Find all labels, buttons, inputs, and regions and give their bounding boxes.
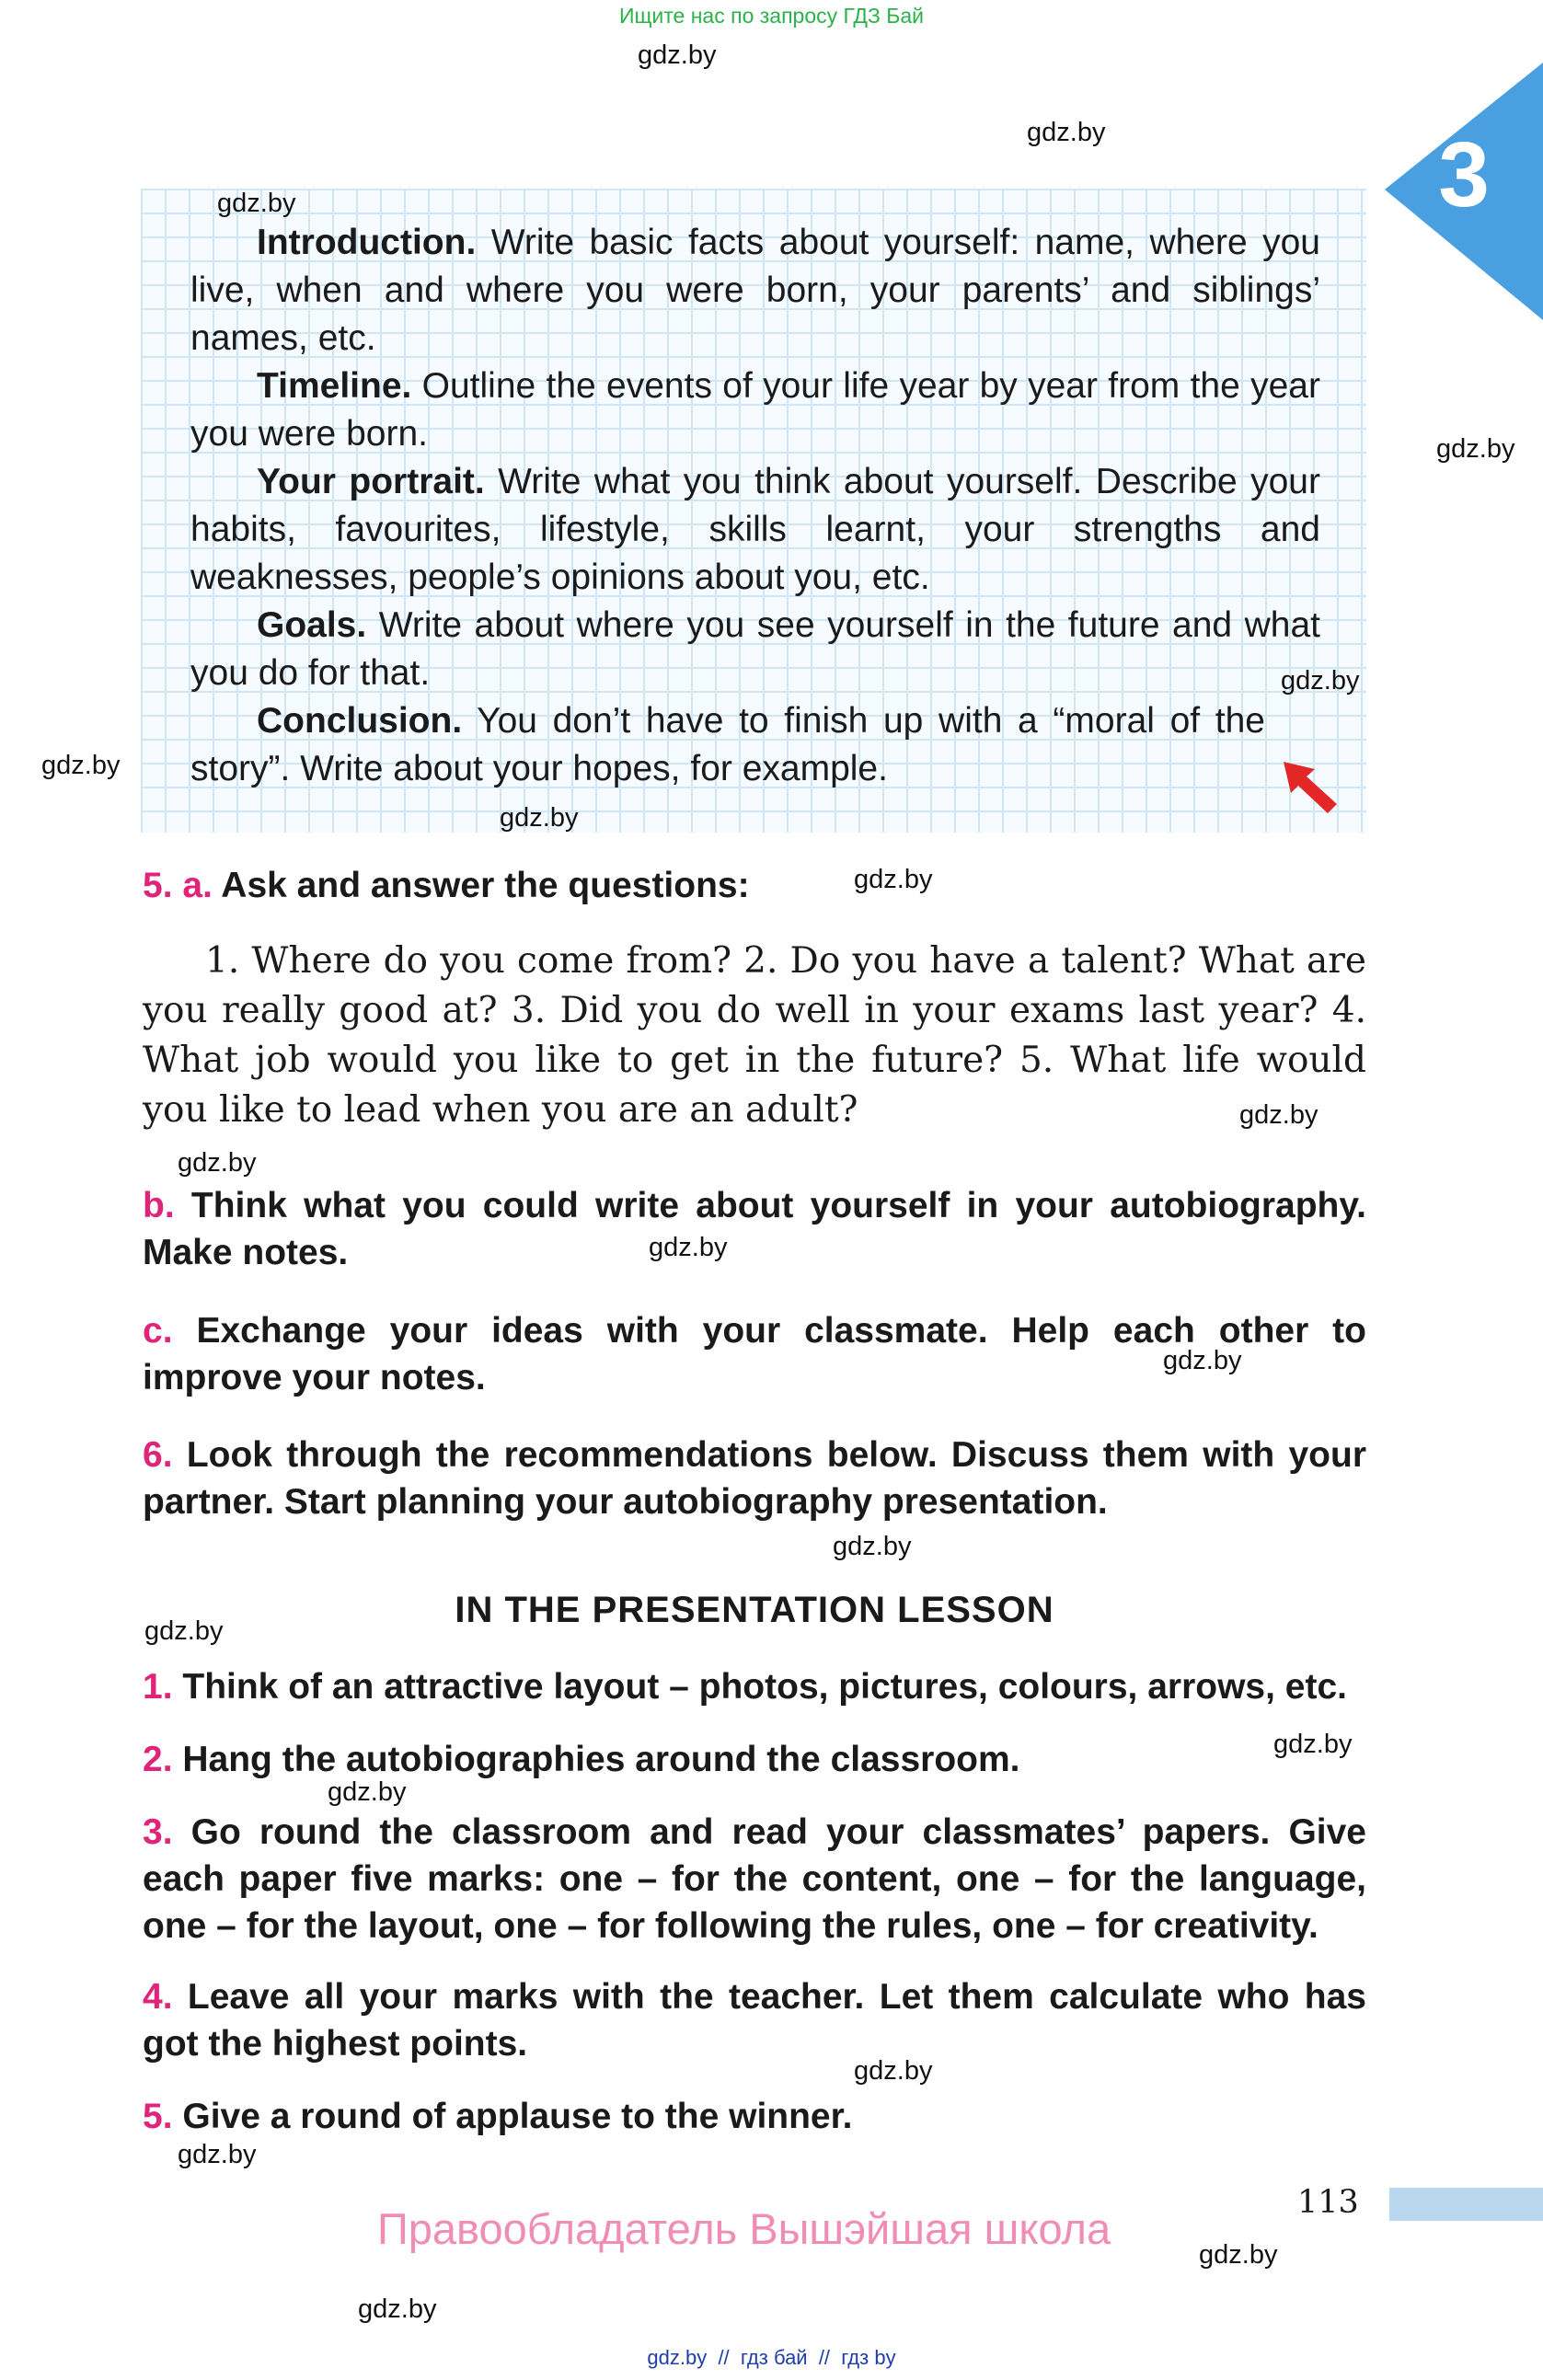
item-text: Go round the classroom and read your classmates’ papers. Give each paper five marks: one – for the content, one – for the language, one – for the layout, one – for following the rules, one – for creativity. xyxy=(143,1812,1366,1946)
task-5a xyxy=(143,862,1366,909)
plan-head: Conclusion. xyxy=(257,701,463,741)
watermark: gdz.by xyxy=(854,865,933,894)
item-text: Hang the autobiographies around the classroom. xyxy=(182,1740,1020,1779)
item-text: Leave all your marks with the teacher. Let them calculate who has got the highest points. xyxy=(143,1977,1366,2064)
plan-introduction xyxy=(190,219,1320,362)
item-number: 1. xyxy=(143,1667,173,1707)
watermark: gdz.by xyxy=(1273,1730,1353,1759)
watermark: gdz.by xyxy=(854,2056,933,2086)
plan-timeline xyxy=(190,362,1320,458)
task-text: Look through the recommendations below. Discuss them with your partner. Start planning your autobiography presentation. xyxy=(143,1435,1366,1522)
task-letter: b. xyxy=(143,1186,175,1225)
presentation-item xyxy=(143,2093,1366,2140)
task-letter: c. xyxy=(143,1311,173,1351)
watermark: gdz.by xyxy=(328,1777,407,1807)
plan-head: Timeline. xyxy=(257,366,412,406)
item-number: 4. xyxy=(143,1977,173,2017)
copyright-holder: Правообладатель Вышэйшая школа xyxy=(377,2204,1111,2253)
watermark: gdz.by xyxy=(1436,434,1515,464)
chapter-number: 3 xyxy=(1438,123,1490,226)
plan-conclusion xyxy=(190,697,1320,793)
watermark: gdz.by xyxy=(1281,666,1360,696)
watermark: gdz.by xyxy=(1239,1100,1318,1130)
presentation-item xyxy=(143,1663,1366,1710)
plan-head: Goals. xyxy=(257,605,367,645)
red-arrow-icon xyxy=(1284,762,1339,815)
task-number: 6. xyxy=(143,1435,173,1475)
presentation-item xyxy=(143,1809,1366,1949)
item-number: 5. xyxy=(143,2097,173,2136)
footer-links: gdz.by // гдз бай // гдз by xyxy=(647,2346,896,2369)
plan-goals xyxy=(190,602,1320,697)
task-number: 5. xyxy=(143,866,173,905)
task-5-questions: 1. Where do you come from? 2. Do you have a talent? What are you really good at? 3. Did you do well in your exams last year? 4. What job would you like to get in the future? 5. What life would you like to lead when you are an adult? xyxy=(143,940,1366,1131)
plan-text: Write basic facts about yourself: name, where you live, when and where you were born, your parents’ and siblings’ names, etc. xyxy=(190,223,1320,358)
plan-head: Introduction. xyxy=(257,223,477,262)
watermark: gdz.by xyxy=(178,2140,257,2169)
item-text: Think of an attractive layout – photos, pictures, colours, arrows, etc. xyxy=(182,1667,1347,1707)
autobiography-plan xyxy=(190,219,1320,793)
watermark: gdz.by xyxy=(144,1616,224,1646)
watermark: gdz.by xyxy=(1199,2240,1278,2270)
task-text: Ask and answer the questions: xyxy=(221,866,750,905)
watermark: gdz.by xyxy=(1163,1346,1242,1375)
item-number: 3. xyxy=(143,1812,173,1852)
task-text: Think what you could write about yourself in your autobiography. Make notes. xyxy=(143,1186,1366,1272)
task-text: Exchange your ideas with your classmate. Help each other to improve your notes. xyxy=(143,1311,1366,1397)
page-number: 113 xyxy=(1297,2184,1359,2221)
task-5b xyxy=(143,1182,1366,1276)
watermark: gdz.by xyxy=(649,1233,728,1262)
watermark: gdz.by xyxy=(833,1532,912,1561)
watermark: gdz.by xyxy=(217,189,296,218)
plan-portrait xyxy=(190,458,1320,602)
page-bar xyxy=(1389,2188,1543,2221)
presentation-item xyxy=(143,1973,1366,2067)
plan-text: You don’t have to finish up with a “moral of the story”. Write about your hopes, for example. xyxy=(190,701,1265,788)
section-title: IN THE PRESENTATION LESSON xyxy=(455,1590,1054,1630)
task-6 xyxy=(143,1431,1366,1525)
plan-text: Write about where you see yourself in the future and what you do for that. xyxy=(190,605,1320,693)
watermark: gdz.by xyxy=(638,40,717,70)
item-text: Give a round of applause to the winner. xyxy=(182,2097,853,2136)
watermark: gdz.by xyxy=(358,2294,437,2324)
watermark: gdz.by xyxy=(41,751,121,780)
top-banner: Ищите нас по запросу ГДЗ Бай xyxy=(618,4,925,28)
presentation-item xyxy=(143,1736,1366,1783)
item-number: 2. xyxy=(143,1740,173,1779)
plan-head: Your portrait. xyxy=(257,462,485,501)
watermark: gdz.by xyxy=(178,1148,257,1178)
plan-text: Outline the events of your life year by year from the year you were born. xyxy=(190,366,1320,454)
task-letter: a. xyxy=(182,866,213,905)
watermark: gdz.by xyxy=(1027,118,1106,147)
watermark: gdz.by xyxy=(500,803,579,833)
plan-text: Write what you think about yourself. Describe your habits, favourites, lifestyle, skills learnt, your strengths and weaknesses, people’s opinions about you, etc. xyxy=(190,462,1320,597)
